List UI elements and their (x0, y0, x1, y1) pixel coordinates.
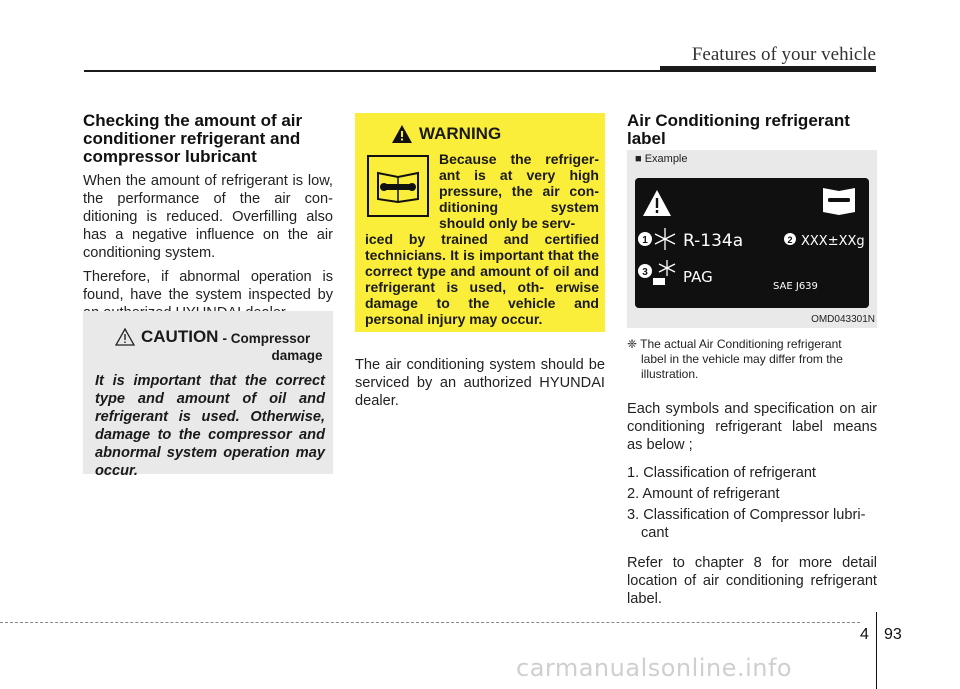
refrigerant-type: R-134a (683, 231, 744, 251)
refrigerant-sticker (635, 178, 869, 308)
column-right (627, 112, 877, 148)
caution-subtitle-line2: damage (271, 348, 323, 363)
caution-header (95, 327, 325, 364)
page-number-divider (876, 612, 877, 689)
caution-text: It is important that the correct type and amount of oil and refrigerant is used. Otherwise, damage to the compressor and abnormal system operation may occur. (95, 373, 325, 479)
warning-text-rest: iced by trained and certified technicians. It is important that the correct type and amount of oil and refrigerant is used, oth- erwise damage to the vehicle and personal injury may occur. (365, 231, 599, 327)
refrigerant-amount: XXX±XXg (801, 234, 865, 249)
inspection-paragraph: Therefore, if abnormal operation is found, have the system inspected by (83, 269, 333, 303)
example-caption: ■ Example (635, 153, 688, 165)
service-paragraph: The air conditioning system should be serviced by an authorized HYUNDAI dealer. (355, 357, 605, 409)
sae-standard: SAE J639 (773, 281, 818, 292)
warning-box (355, 113, 605, 332)
label-explanation (627, 400, 877, 608)
manual-sticker-icon (823, 188, 855, 215)
marker-2: 2 (787, 235, 793, 245)
note-line-2: label in the vehicle may differ from the illustration. (641, 352, 843, 381)
illustration-note (627, 337, 877, 382)
warning-body (365, 151, 599, 327)
section-title: Features of your vehicle (691, 44, 876, 65)
symbols-list (627, 464, 877, 542)
figure-code: OMD043301N (811, 314, 875, 325)
list-item: 2. Amount of refrigerant (627, 486, 780, 502)
caution-subtitle (222, 330, 322, 364)
warning-label: WARNING (419, 124, 502, 143)
section-number: 4 (860, 626, 869, 643)
marker-1: 1 (642, 235, 648, 246)
compressor-check-heading: Checking the amount of air conditioner refrigerant and compressor lubricant (83, 111, 303, 166)
header-rule-accent (660, 66, 876, 72)
column-left (83, 112, 333, 322)
caution-label: CAUTION (141, 327, 219, 346)
caution-box (83, 311, 333, 479)
refrigerant-low-paragraph: When the amount of refrigerant is low, the performance of the air con- ditioning is reduced. Overfilling also has a negative influence on the air conditioning system. (83, 173, 333, 261)
caution-triangle-icon (115, 328, 135, 346)
list-item-continued: cant (641, 525, 669, 541)
page-number: 93 (884, 626, 902, 643)
refrigerant-label-heading: Air Conditioning refrigerant label (627, 111, 850, 148)
caution-subtitle-line1: - Compressor (222, 331, 311, 346)
marker-3: 3 (642, 267, 648, 278)
footer-rule (0, 622, 860, 623)
warning-header (365, 123, 599, 145)
column-middle-text (355, 356, 605, 410)
warning-text-top: Because the refriger- ant is at very high pressure, the air con- ditioning system should only be serv- (439, 151, 599, 231)
note-line-1: ❈ The actual Air Conditioning refrigerant (627, 337, 842, 351)
lubricant-type: PAG (683, 268, 713, 286)
list-item (627, 506, 877, 542)
list-item: 1. Classification of refrigerant (627, 465, 816, 481)
refrigerant-label-figure (627, 150, 877, 328)
list-item-text: 3. Classification of Compressor lubri- (627, 507, 866, 523)
warning-triangle-icon (391, 124, 413, 144)
refer-chapter-paragraph: Refer to chapter 8 for more detail location of air conditioning refrigerant label. (627, 555, 877, 607)
watermark: carmanualsonline.info (516, 654, 793, 682)
symbols-intro: Each symbols and specification on air conditioning refrigerant label means as below ; (627, 401, 877, 453)
service-manual-icon (367, 155, 429, 217)
